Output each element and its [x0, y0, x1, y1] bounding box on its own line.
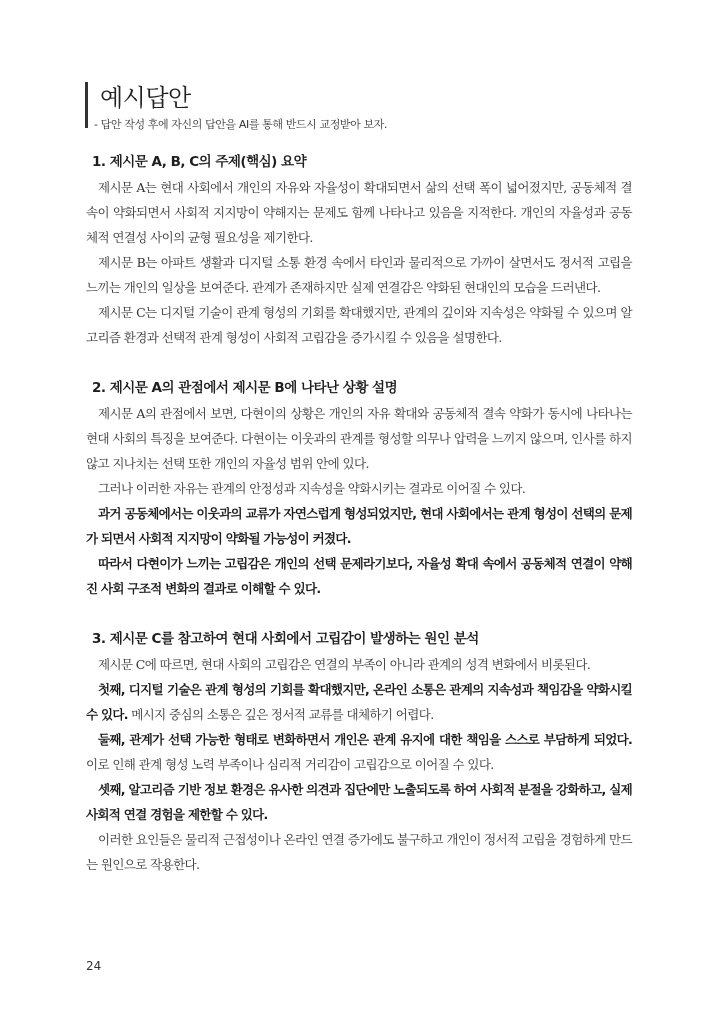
paragraph: 제시문 C에 따르면, 현대 사회의 고립감은 연결의 부족이 아니라 관계의 성격 변화에서 비롯된다.: [98, 657, 591, 672]
section-heading: 1. 제시문 A, B, C의 주제(핵심) 요약: [92, 154, 307, 170]
section-analysis-a: [86, 376, 632, 601]
paragraph: 이러한 요인들은 물리적 근접성이나 온라인 연결 증가에도 불구하고 개인이 정서적 고립을 경험하게 만드는 원인으로 작용한다.: [86, 832, 632, 872]
paragraph: 제시문 B는 아파트 생활과 디지털 소통 환경 속에서 타인과 물리적으로 가까이 살면서도 정서적 고립을 느끼는 개인의 일상을 보여준다. 관계가 존재하지만 실제 연결감은 약화된 현대인의 모습을 드러낸다.: [86, 255, 632, 295]
section-analysis-c: [86, 627, 632, 877]
paragraph: [86, 677, 632, 727]
emphasis-text: 둘째, 관계가 선택 가능한 형태로 변화하면서 개인은 관계 유지에 대한 책임을 스스로 부담하게 되었다.: [98, 732, 632, 747]
paragraph: 제시문 C는 디지털 기술이 관계 형성의 기회를 확대했지만, 관계의 깊이와 지속성은 약화될 수 있으며 알고리즘 환경과 선택적 관계 형성이 사회적 고립감을 증가시킬 수 있음을 설명한다.: [86, 305, 632, 345]
answer-body: [86, 150, 632, 903]
page-subtitle: - 답안 작성 후에 자신의 답안을 AI를 통해 반드시 교정받아 보자.: [94, 118, 388, 131]
section-heading: 2. 제시문 A의 관점에서 제시문 B에 나타난 상황 설명: [92, 380, 398, 396]
plain-text: 메시지 중심의 소통은 깊은 정서적 교류를 대체하기 어렵다.: [127, 707, 434, 722]
paragraph: 제시문 A의 관점에서 보면, 다현이의 상황은 개인의 자유 확대와 공동체적 결속 약화가 동시에 나타나는 현대 사회의 특징을 보여준다. 다현이는 이웃과의 관계를 형성할 의무나 압력을 느끼지 않으며, 인사를 하지 않고 지나치는 선택 또한 개인의 자율성 범위 안에 있다.: [86, 406, 632, 471]
emphasis-text: 첫째, 디지털 기술은 관계 형성의 기회를 확대했지만, 온라인 소통은 관계의 지속성과 책임감을 약화시킬 수 있다.: [86, 682, 632, 722]
section-heading: 3. 제시문 C를 참고하여 현대 사회에서 고립감이 발생하는 원인 분석: [92, 631, 479, 647]
section-summary: [86, 150, 632, 350]
paragraph: 제시문 A는 현대 사회에서 개인의 자유와 자율성이 확대되면서 삶의 선택 폭이 넓어졌지만, 공동체적 결속이 약화되면서 사회적 지지망이 약해지는 문제도 함께 나타나고 있음을 지적한다. 개인의 자율성과 공동체적 연결성 사이의 균형 필요성을 제기한다.: [86, 180, 632, 245]
paragraph: 그러나 이러한 자유는 관계의 안정성과 지속성을 약화시키는 결과로 이어질 수 있다.: [98, 481, 526, 496]
plain-text: 이로 인해 관계 형성 노력 부족이나 심리적 거리감이 고립감으로 이어질 수 있다.: [86, 757, 494, 772]
paragraph: [86, 727, 632, 777]
page-title: 예시답안: [100, 84, 191, 112]
paragraph-emphasis: 셋째, 알고리즘 기반 정보 환경은 유사한 의견과 집단에만 노출되도록 하여 사회적 분절을 강화하고, 실제 사회적 연결 경험을 제한할 수 있다.: [86, 782, 632, 822]
paragraph-emphasis: 따라서 다현이가 느끼는 고립감은 개인의 선택 문제라기보다, 자율성 확대 속에서 공동체적 연결이 약해진 사회 구조적 변화의 결과로 이해할 수 있다.: [86, 556, 632, 596]
header-accent-bar: [85, 82, 88, 128]
page-number: 24: [86, 959, 102, 973]
paragraph-emphasis: 과거 공동체에서는 이웃과의 교류가 자연스럽게 형성되었지만, 현대 사회에서는 관계 형성이 선택의 문제가 되면서 사회적 지지망이 약화될 가능성이 커졌다.: [86, 506, 632, 546]
